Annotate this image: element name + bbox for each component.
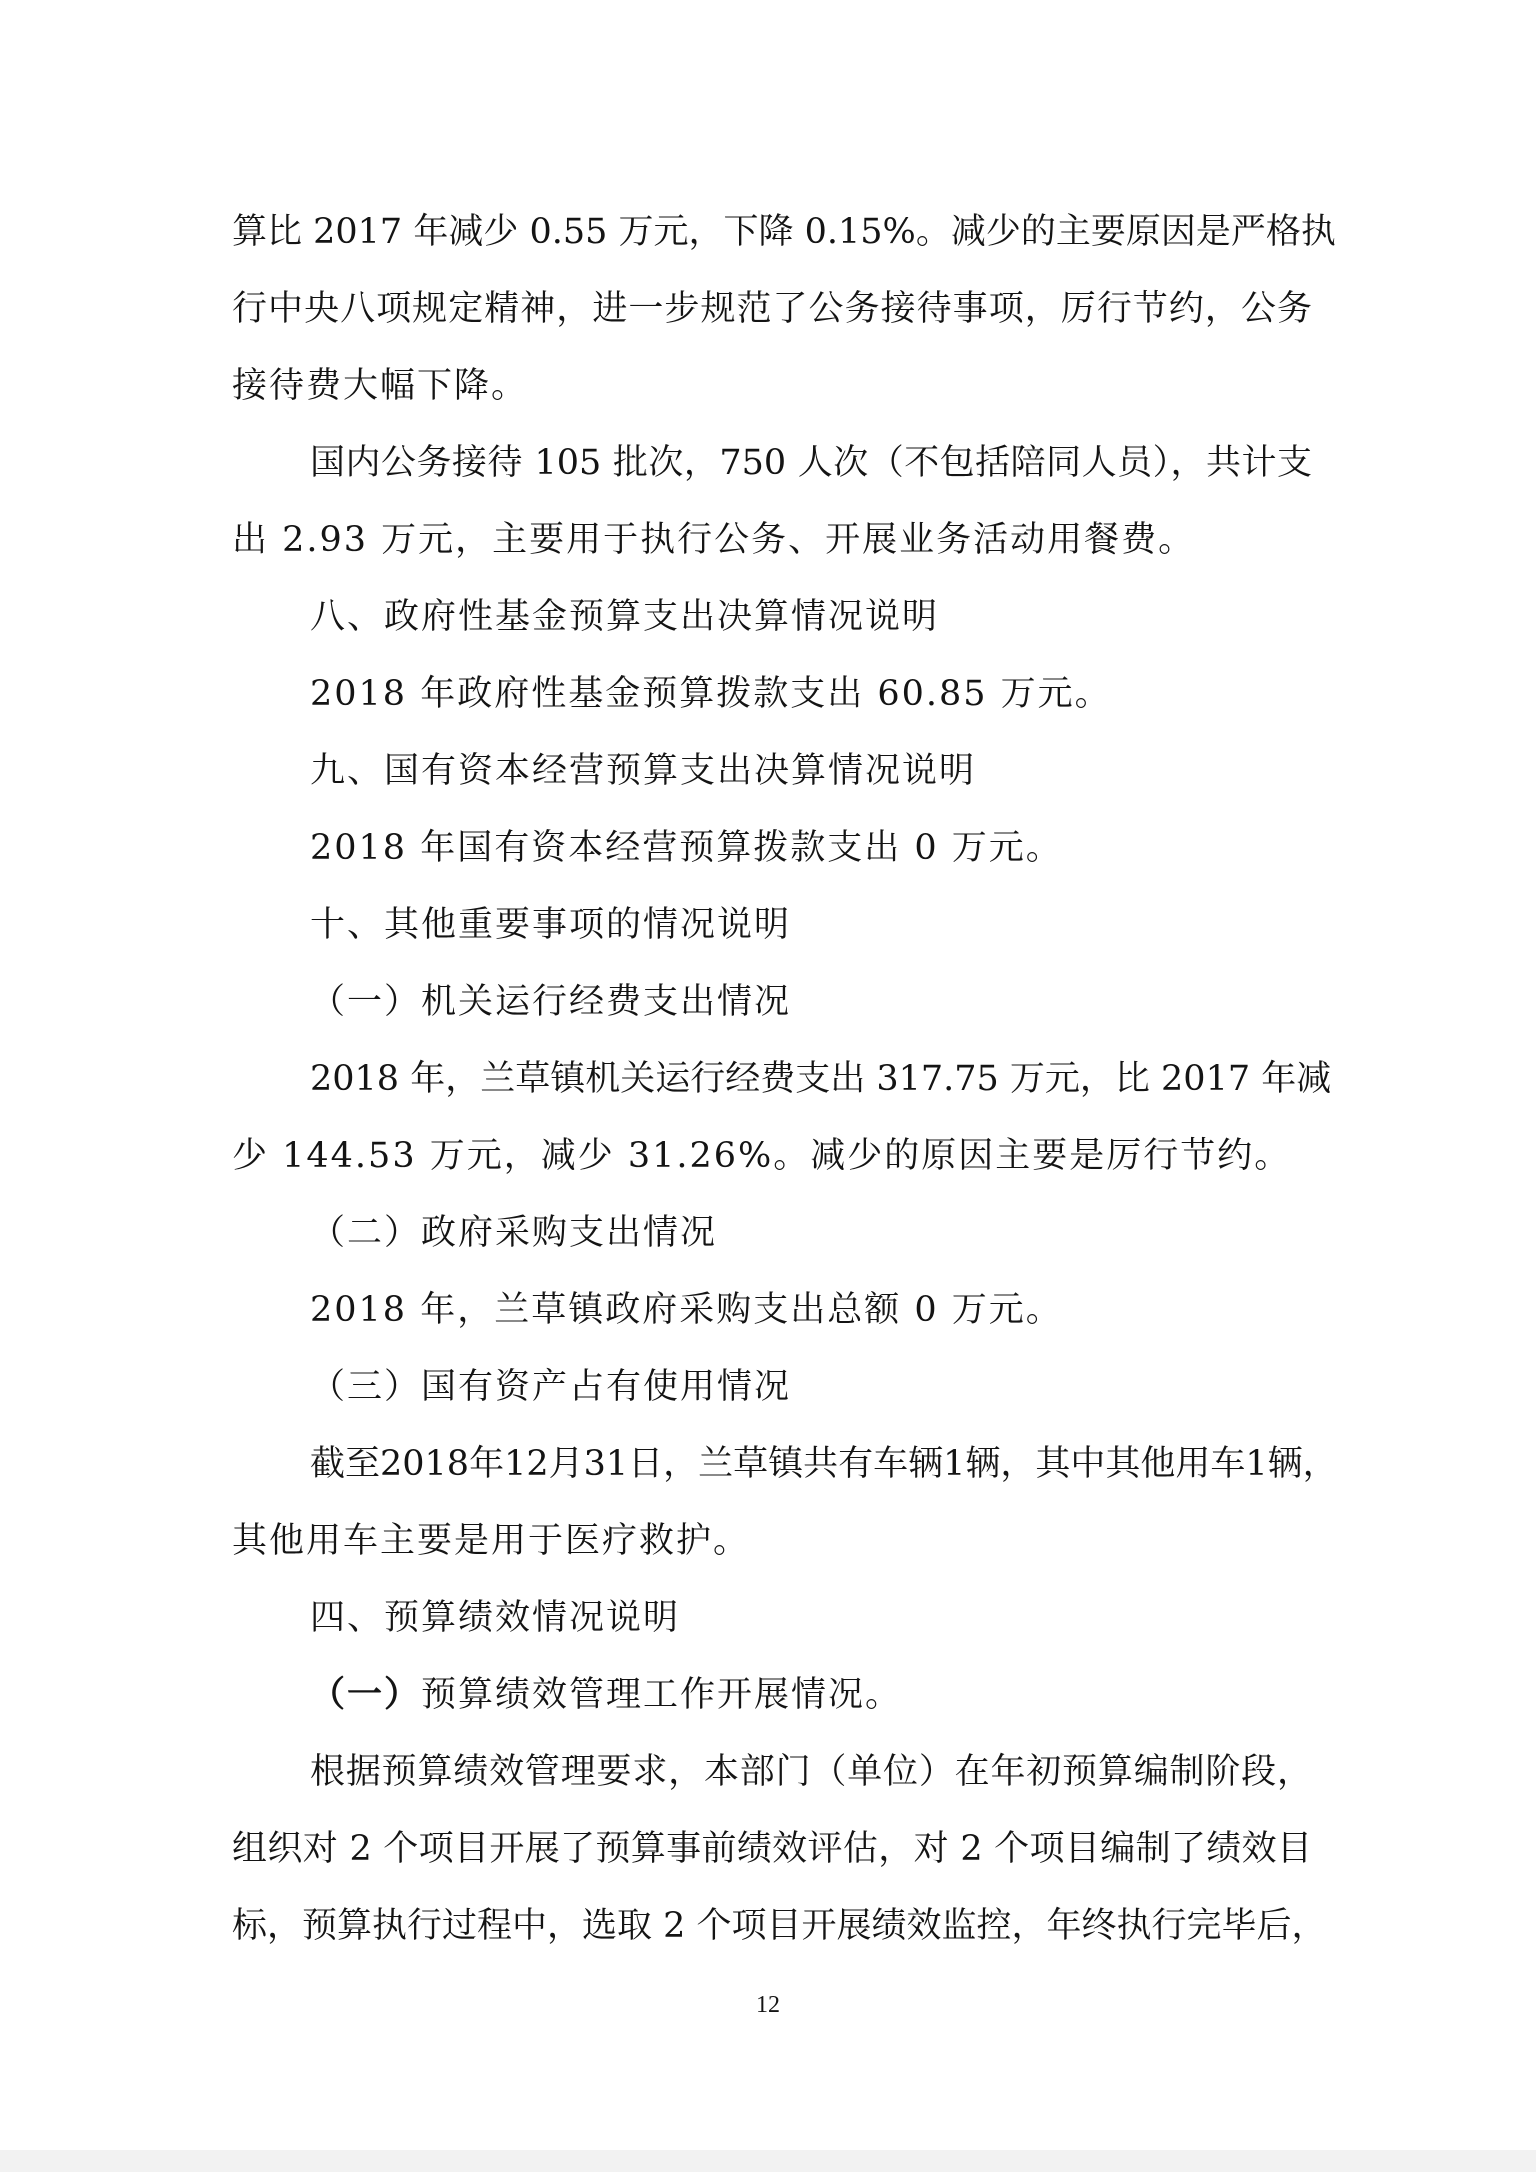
body-text-line: 行中央八项规定精神，进一步规范了公务接待事项，厉行节约，公务	[232, 289, 1312, 329]
subsection-number: （一）	[310, 1674, 422, 1715]
page-number: 12	[756, 1992, 780, 2018]
body-text-line: 少 144.53 万元，减少 31.26%。减少的原因主要是厉行节约。	[232, 1136, 1292, 1176]
subsection-heading: （三）国有资产占有使用情况	[310, 1367, 792, 1407]
body-text-line: 接待费大幅下降。	[232, 366, 529, 406]
scan-bottom-edge	[0, 2150, 1536, 2172]
body-text-line: 根据预算绩效管理要求，本部门（单位）在年初预算编制阶段，	[310, 1752, 1312, 1792]
subsection-title: 预算绩效管理工作开展情况。	[421, 1675, 903, 1715]
section-heading: 四、预算绩效情况说明	[310, 1598, 681, 1638]
body-text-line: 2018 年，兰草镇政府采购支出总额 0 万元。	[310, 1290, 1063, 1330]
subsection-heading: （二）政府采购支出情况	[310, 1213, 718, 1253]
body-text-line: 2018 年国有资本经营预算拨款支出 0 万元。	[310, 828, 1063, 868]
body-text-line: 出 2.93 万元，主要用于执行公务、开展业务活动用餐费。	[232, 520, 1196, 560]
body-text-line: 2018 年，兰草镇机关运行经费支出 317.75 万元，比 2017 年减	[310, 1059, 1332, 1099]
subsection-heading: （一）机关运行经费支出情况	[310, 982, 792, 1022]
body-text-line: 标，预算执行过程中，选取 2 个项目开展绩效监控，年终执行完毕后，	[232, 1906, 1327, 1946]
section-heading: 八、政府性基金预算支出决算情况说明	[310, 597, 940, 637]
body-text-line: 其他用车主要是用于医疗救护。	[232, 1521, 751, 1561]
body-text-line: 2018 年政府性基金预算拨款支出 60.85 万元。	[310, 674, 1112, 714]
body-text-line: 算比 2017 年减少 0.55 万元，下降 0.15%。减少的主要原因是严格执	[232, 212, 1336, 252]
body-text-line: 截至2018年12月31日，兰草镇共有车辆1辆，其中其他用车1辆，	[310, 1444, 1338, 1484]
body-text-line: 国内公务接待 105 批次，750 人次（不包括陪同人员），共计支	[310, 443, 1312, 483]
section-heading: 十、其他重要事项的情况说明	[310, 905, 792, 945]
body-text-line: 组织对 2 个项目开展了预算事前绩效评估，对 2 个项目编制了绩效目	[232, 1829, 1312, 1869]
section-heading: 九、国有资本经营预算支出决算情况说明	[310, 751, 977, 791]
subsection-heading	[310, 1673, 902, 1717]
